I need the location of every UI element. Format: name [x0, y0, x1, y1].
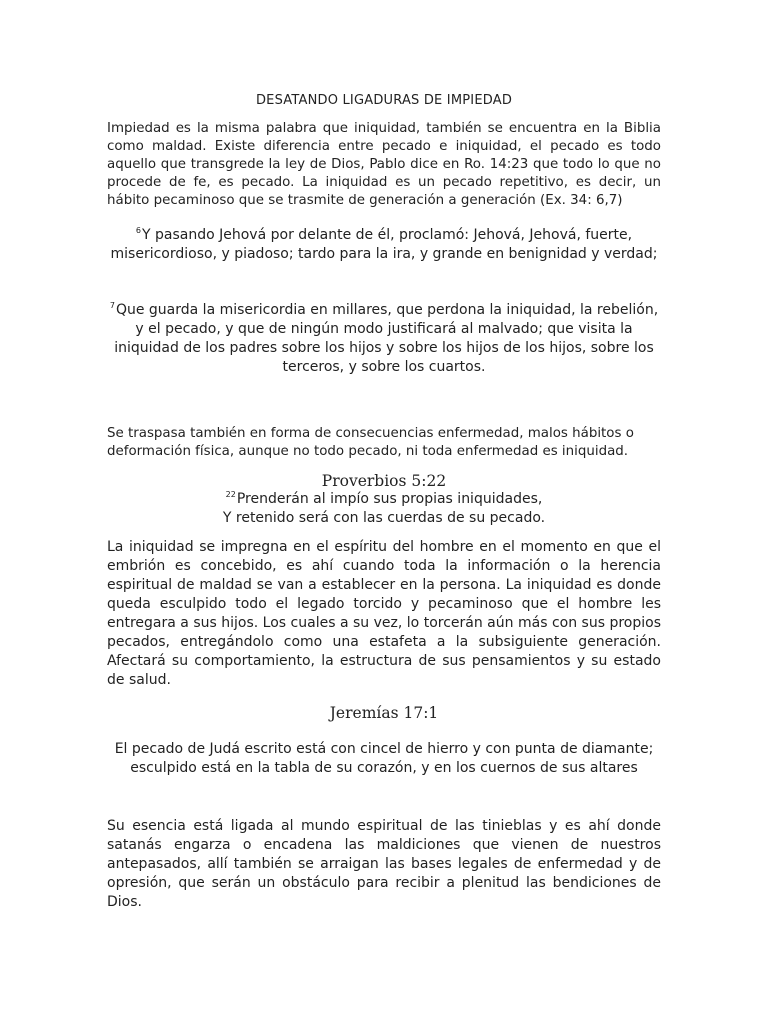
verse-text: Que guarda la misericordia en millares, que perdona la iniquidad, la rebelión, y el pecado, y que de ningún modo justificará al malvado; que visita la iniquidad de los padres sobre los hijos y sobre los hijos de los hijos, sobre los terceros, y sobre los cuartos. [114, 302, 659, 375]
verse-number: 6 [135, 226, 141, 236]
verse-text: Y pasando Jehová por delante de él, proclamó: Jehová, Jehová, fuerte, misericordioso, y piadoso; tardo para la ira, y grande en benignidad y verdad; [110, 227, 658, 262]
proverbs-line-1 [107, 490, 661, 509]
jeremiah-verse: El pecado de Judá escrito está con cincel de hierro y con punta de diamante; esculpido está en la tabla de su corazón, y en los cuernos de sus altares [114, 741, 654, 776]
document-title: DESATANDO LIGADURAS DE IMPIEDAD [255, 93, 513, 108]
intro-paragraph: Impiedad es la misma palabra que iniquidad, también se encuentra en la Biblia como maldad. Existe diferencia entre pecado e iniquidad, el pecado es todo aquello que transgrede la ley de Dios, Pablo dice en Ro. 14:23 que todo lo que no procede de fe, es pecado. La iniquidad es un pecado repetitivo, es decir, un hábito pecaminoso que se trasmite de generación a generación (Ex. 34: 6,7) [107, 121, 661, 208]
exodus-verse-6 [107, 226, 661, 264]
essence-paragraph: Su esencia está ligada al mundo espiritual de las tinieblas y es ahí donde satanás engarza o encadena las maldiciones que vienen de nuestros antepasados, allí también se arraigan las bases legales de enfermedad y de opresión, que serán un obstáculo para recibir a plenitud las bendiciones de Dios. [107, 818, 661, 910]
iniquity-paragraph: La iniquidad se impregna en el espíritu del hombre en el momento en que el embrión es concebido, es ahí cuando toda la información o la herencia espiritual de maldad se van a establecer en la persona. La iniquidad es donde queda esculpido todo el legado torcido y pecaminoso que el hombre les entregara a sus hijos. Los cuales a su vez, lo torcerán aún más con sus propios pecados, entregándolo como una estafeta a la subsiguiente generación. Afectará su comportamiento, la estructura de sus pensamientos y su estado de salud. [107, 539, 661, 688]
proverbs-line-2: Y retenido será con las cuerdas de su pecado. [222, 510, 546, 526]
verse-number: 7 [109, 301, 115, 311]
jeremiah-heading: Jeremías 17:1 [329, 704, 439, 722]
proverbs-verse [107, 490, 661, 528]
proverbs-heading: Proverbios 5:22 [321, 472, 447, 490]
verse-text: Prenderán al impío sus propias iniquidades, [236, 491, 543, 507]
exodus-verse-7 [107, 301, 661, 377]
verse-number: 22 [225, 490, 236, 500]
consequences-paragraph: Se traspasa también en forma de consecuencias enfermedad, malos hábitos o deformación física, aunque no todo pecado, ni toda enfermedad es iniquidad. [107, 426, 634, 459]
